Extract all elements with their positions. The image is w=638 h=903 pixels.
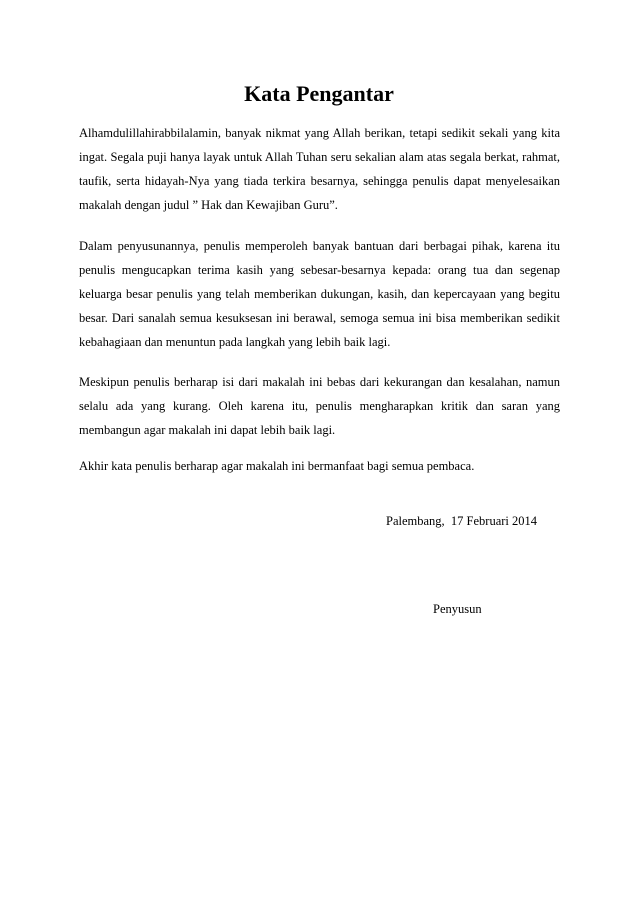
paragraph-critique-request: Meskipun penulis berharap isi dari makalah ini bebas dari kekurangan dan kesalahan, namun selalu ada yang kurang. Oleh karena itu, penulis mengharapkan kritik dan saran yang membangun agar makalah ini dapat lebih baik lagi. — [79, 375, 560, 437]
document-title: Kata Pengantar — [244, 81, 394, 106]
paragraph-closing: Akhir kata penulis berharap agar makalah ini bermanfaat bagi semua pembaca. — [79, 459, 475, 473]
paragraph-opening: Alhamdulillahirabbilalamin, banyak nikmat yang Allah berikan, tetapi sedikit sekali yang kita ingat. Segala puji hanya layak untuk Allah Tuhan seru sekalian alam atas segala berkat, rahmat, taufik, serta hidayah-Nya yang tiada terkira besarnya, sehingga penulis dapat menyelesaikan makalah dengan judul ” Hak dan Kewajiban Guru”. — [79, 126, 560, 212]
place-and-date: Palembang, 17 Februari 2014 — [386, 514, 538, 528]
paragraph-acknowledgement: Dalam penyusunannya, penulis memperoleh banyak bantuan dari berbagai pihak, karena itu penulis mengucapkan terima kasih yang sebesar-besarnya kepada: orang tua dan segenap keluarga besar penulis yang telah memberikan dukungan, kasih, dan kepercayaan yang begitu besar. Dari sanalah semua kesuksesan ini berawal, semoga semua ini bisa memberikan sedikit kebahagiaan dan menuntun pada langkah yang lebih baik lagi. — [79, 239, 560, 349]
signer-label: Penyusun — [433, 602, 482, 616]
